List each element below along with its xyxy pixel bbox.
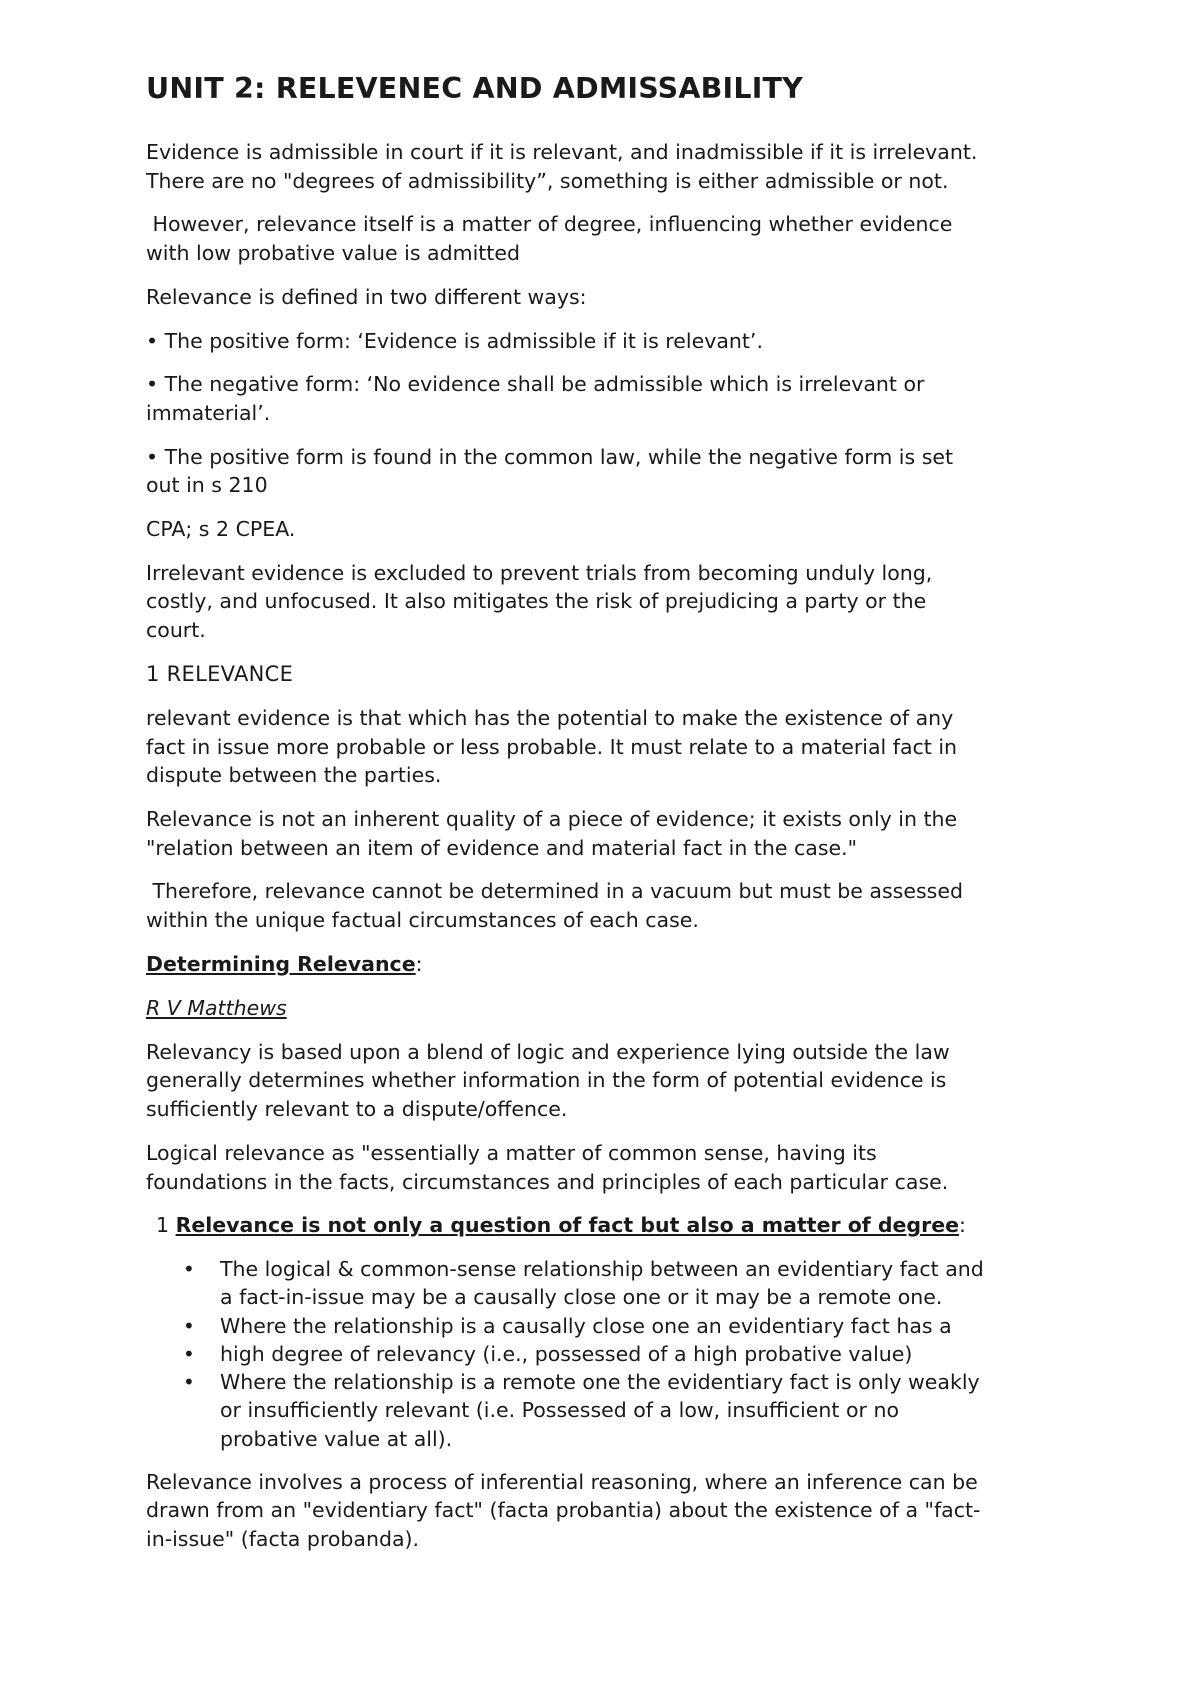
- common-law-item: • The positive form is found in the common law, while the negative form is set out in s 210: [146, 444, 954, 498]
- degree-heading-label: Relevance is not only a question of fact but also a matter of degree: [175, 1213, 960, 1238]
- relevance-paragraph-4: Relevancy is based upon a blend of logic and experience lying outside the law generally determines whether information in the form of potential evidence is sufficiently relevant to a dispute/offence.: [146, 1039, 950, 1122]
- bullet-text: Where the relationship is a remote one the evidentiary fact is only weakly or insufficiently relevant (i.e. Possessed of a low, insufficient or no probative value at all).: [220, 1370, 980, 1451]
- determining-relevance-heading: [146, 950, 1060, 979]
- section-heading-relevance: 1 RELEVANCE: [146, 661, 294, 686]
- list-item: [146, 1340, 1060, 1368]
- list-item: [146, 1312, 1060, 1340]
- negative-form-item: • The negative form: ‘No evidence shall be admissible which is irrelevant or immaterial’.: [146, 372, 925, 425]
- intro-paragraph-8: Irrelevant evidence is excluded to prevent trials from becoming unduly long, costly, and unfocused. It also mitigates the risk of prejudicing a party or the court.: [146, 560, 933, 643]
- bullet-text: Where the relationship is a causally close one an evidentiary fact has a: [220, 1313, 952, 1338]
- bullet-text: high degree of relevancy (i.e., possessed of a high probative value): [220, 1341, 913, 1366]
- relevance-paragraph-6: Relevance involves a process of inferential reasoning, where an inference can be drawn from an "evidentiary fact" (facta probantia) about the existence of a "fact- in-issue" (facta probanda).: [146, 1469, 981, 1552]
- relevance-paragraph-5: Logical relevance as "essentially a matter of common sense, having its foundations in the facts, circumstances and principles of each particular case.: [146, 1140, 949, 1194]
- degree-heading: [146, 1211, 1060, 1240]
- bullet-icon: •: [183, 1341, 195, 1366]
- list-item: [146, 1368, 1060, 1453]
- relevance-paragraph-2: Relevance is not an inherent quality of a piece of evidence; it exists only in the "relation between an item of evidence and material fact in the case.": [146, 806, 958, 860]
- intro-paragraph-3: Relevance is defined in two different ways:: [146, 284, 587, 309]
- document-title: UNIT 2: RELEVENEC AND ADMISSABILITY: [146, 72, 804, 105]
- bullet-icon: •: [183, 1257, 195, 1282]
- bullet-icon: •: [183, 1313, 195, 1338]
- intro-paragraph-1: Evidence is admissible in court if it is relevant, and inadmissible if it is irrelevant. There are no "degrees of admissibility”, something is either admissible or not.: [146, 140, 978, 193]
- degree-heading-number: 1: [156, 1213, 176, 1238]
- relevance-paragraph-1: relevant evidence is that which has the potential to make the existence of any fact in issue more probable or less probable. It must relate to a material fact in dispute between the parties.: [146, 705, 958, 788]
- degree-heading-colon: :: [959, 1213, 966, 1238]
- case-name: R V Matthews: [146, 995, 287, 1020]
- degree-bullet-list: [146, 1255, 1060, 1452]
- list-item: [146, 1255, 1060, 1311]
- statute-reference: CPA; s 2 CPEA.: [146, 517, 296, 542]
- determining-relevance-label: Determining Relevance: [146, 951, 416, 976]
- bullet-icon: •: [183, 1370, 195, 1395]
- intro-paragraph-2: However, relevance itself is a matter of degree, influencing whether evidence with low probative value is admitted: [146, 212, 953, 266]
- determining-relevance-colon: :: [415, 951, 423, 976]
- relevance-paragraph-3: Therefore, relevance cannot be determined in a vacuum but must be assessed within the unique factual circumstances of each case.: [146, 879, 963, 933]
- positive-form-item: • The positive form: ‘Evidence is admissible if it is relevant’.: [146, 328, 763, 353]
- bullet-text: The logical & common-sense relationship between an evidentiary fact and a fact-in-issue may be a causally close one or it may be a remote one.: [220, 1257, 984, 1310]
